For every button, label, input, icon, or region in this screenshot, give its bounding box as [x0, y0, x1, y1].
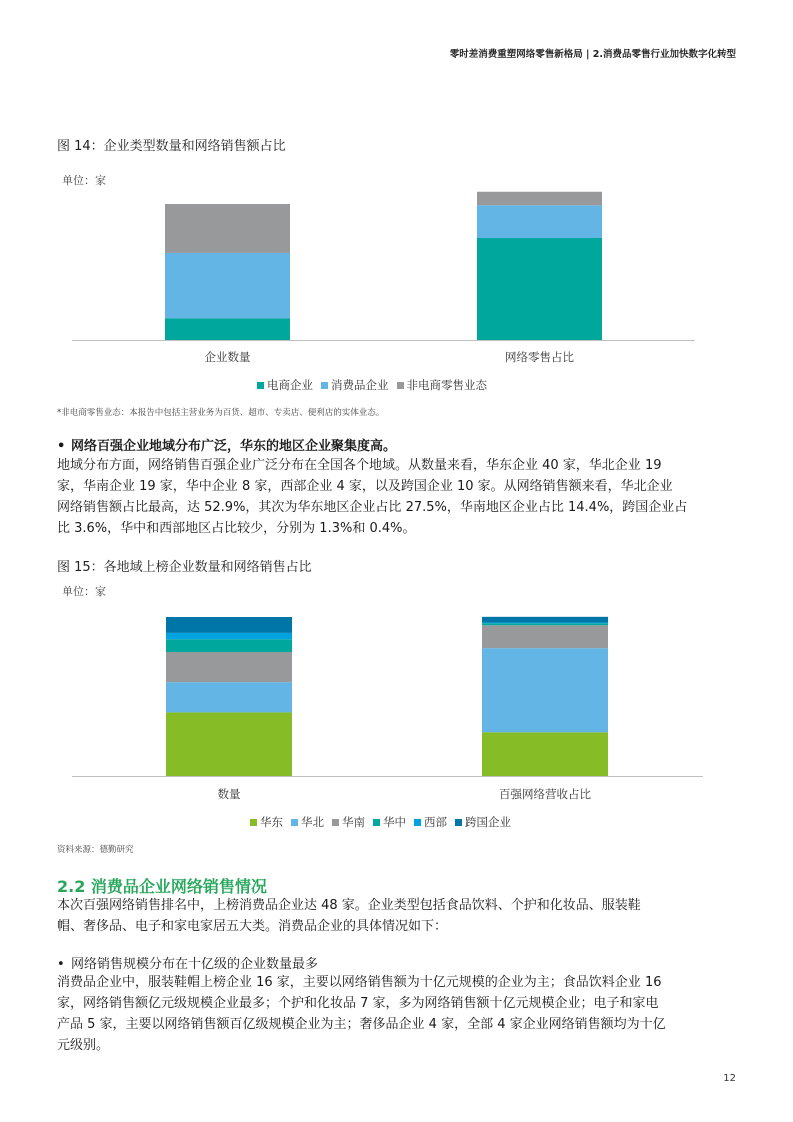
legend-swatch [455, 819, 462, 826]
category-label: 百强网络营收占比 [499, 787, 591, 801]
bar-segment-2-1 [482, 732, 608, 776]
figure-15-source: 资料来源：德勤研究 [57, 845, 134, 855]
legend-swatch [250, 819, 257, 826]
legend-item [291, 814, 324, 830]
bullet-scale-heading-text: 网络销售规模分布在十亿级的企业数量最多 [71, 957, 319, 972]
section-intro-line: 本次百强网络销售排名中，上榜消费品企业达 48 家。企业类型包括食品饮料、个护和化妆品、服装鞋 [57, 898, 641, 913]
section-intro-line: 帽、奢侈品、电子和家电家居五大类。消费品企业的具体情况如下： [57, 919, 448, 934]
figure-14-note: *非电商零售业态：本报告中包括主营业务为百货、超市、专卖店、便利店的实体业态。 [57, 408, 385, 418]
legend-item [332, 814, 365, 830]
legend-swatch [373, 819, 380, 826]
bar-segment-2-6 [482, 617, 608, 623]
legend-label: 电商企业 [267, 378, 313, 392]
legend-swatch [332, 819, 339, 826]
legend-label: 华北 [301, 815, 324, 829]
section-title: 2.2 消费品企业网络销售情况 [57, 877, 267, 896]
section-intro [57, 895, 742, 937]
legend-label: 西部 [424, 815, 447, 829]
region-paragraph-line: 地域分布方面，网络销售百强企业广泛分布在全国各个地域。从数量来看，华东企业 40 家，华北企业 19 [57, 458, 662, 473]
legend-item [455, 814, 511, 830]
figure-15-legend [250, 814, 519, 830]
legend-swatch [291, 819, 298, 826]
legend-item [250, 814, 283, 830]
region-paragraph-line: 比 3.6%，华中和西部地区占比较少，分别为 1.3%和 0.4%。 [57, 521, 416, 536]
figure-14-unit: 单位：家 [62, 174, 106, 187]
bar-segment-1-6 [166, 617, 292, 633]
region-paragraph-line: 网络销售额占比最高，达 52.9%，其次为华东地区企业占比 27.5%，华南地区企业占比 14.4%，跨国企业占 [57, 500, 688, 515]
category-label: 数量 [217, 787, 241, 801]
bullet-scale-heading [57, 953, 318, 972]
scale-paragraph-line: 家，网络销售额亿元级规模企业最多；个护和化妆品 7 家，多为网络销售额十亿元规模企业；电子和家电 [57, 996, 659, 1011]
scale-paragraph-line: 消费品企业中，服装鞋帽上榜企业 16 家，主要以网络销售额为十亿元规模的企业为主；食品饮料企业 16 [57, 975, 662, 990]
running-header: 零时差消费重塑网络零售新格局 | 2.消费品零售行业加快数字化转型 [449, 49, 736, 60]
region-paragraph-line: 家，华南企业 19 家，华中企业 8 家，西部企业 4 家，以及跨国企业 10 家。从网络销售额来看，华北企业 [57, 479, 673, 494]
legend-label: 华南 [342, 815, 365, 829]
legend-label: 华中 [383, 815, 406, 829]
legend-label: 非电商零售业态 [406, 378, 487, 392]
bar-segment-1-2 [166, 682, 292, 712]
legend-label: 跨国企业 [465, 815, 511, 829]
figure-15-unit: 单位：家 [62, 585, 106, 598]
category-label: 网络零售占比 [505, 350, 574, 364]
legend-item [373, 814, 406, 830]
bullet-region-heading-text: 网络百强企业地域分布广泛，华东的地区企业聚集度高。 [71, 439, 397, 454]
page-number: 12 [723, 1073, 736, 1084]
legend-swatch [414, 819, 421, 826]
figure-14-title: 图 14：企业类型数量和网络销售额占比 [57, 139, 286, 154]
legend-label: 消费品企业 [331, 378, 389, 392]
scale-paragraph [57, 972, 742, 1056]
scale-paragraph-line: 产品 5 家，主要以网络销售额百亿级规模企业为主；奢侈品企业 4 家，全部 4 家企业网络销售额均为十亿 [57, 1017, 666, 1032]
bar-segment-1-1 [166, 712, 292, 776]
bullet-dot-icon: • [57, 957, 65, 972]
bar-segment-2-5 [482, 623, 608, 624]
bar-segment-1-3 [166, 652, 292, 682]
bar-segment-1-5 [166, 633, 292, 639]
category-label: 企业数量 [204, 350, 251, 364]
bullet-dot-icon: • [57, 439, 66, 454]
bar-segment-2-4 [482, 623, 608, 625]
legend-item [414, 814, 447, 830]
bar-segment-1-4 [166, 639, 292, 652]
figure-15-title: 图 15：各地域上榜企业数量和网络销售占比 [57, 560, 312, 575]
bar-segment-2-2 [482, 648, 608, 732]
scale-paragraph-line: 元级别。 [57, 1038, 110, 1053]
legend-label: 华东 [260, 815, 283, 829]
bar-segment-2-3 [482, 625, 608, 648]
